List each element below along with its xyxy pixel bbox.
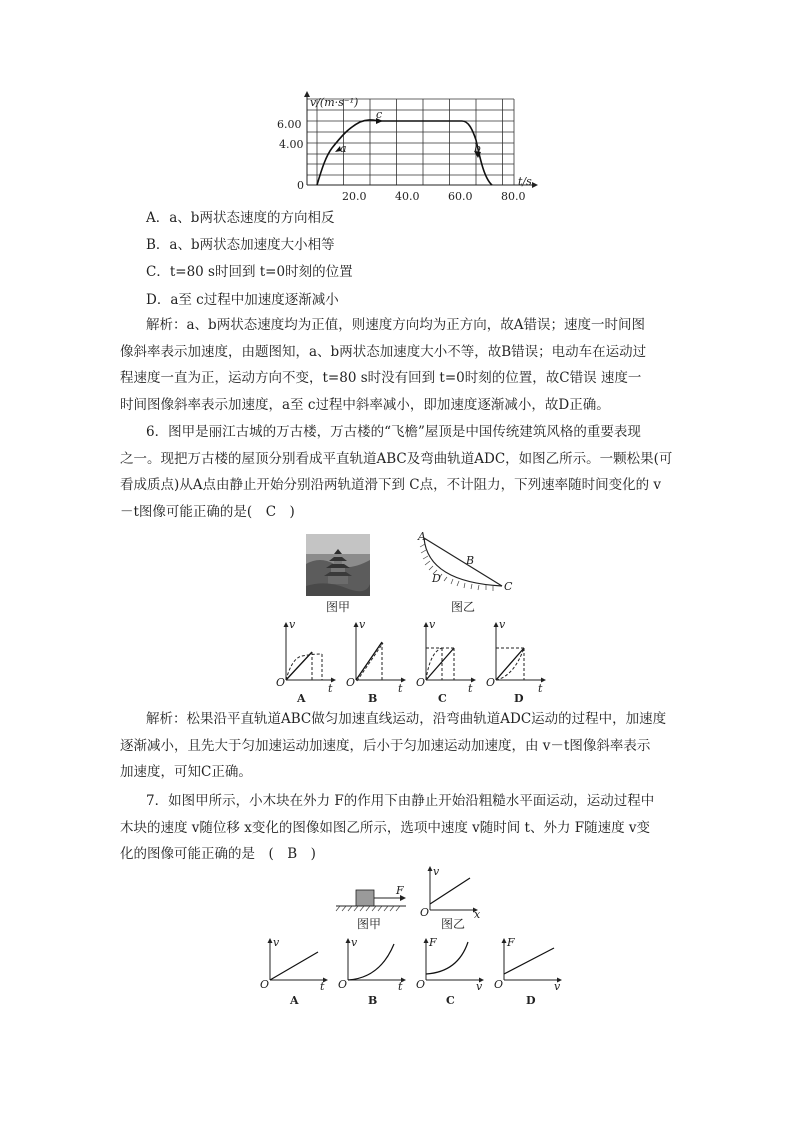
q6b-axis-t: t xyxy=(398,682,403,695)
q7-line: 化的图像可能正确的是 ( B ) xyxy=(120,846,316,863)
q6-choice-c: C xyxy=(438,692,447,704)
q7a-axis-t: t xyxy=(320,980,325,993)
q6-line: －t图像可能正确的是( C ) xyxy=(120,503,295,520)
analysis-q5-line: 解析：a、b两状态速度均为正值，则速度方向均为正方向，故A错误；速度一时间图 xyxy=(146,317,645,333)
q6d-axis-v: v xyxy=(499,618,506,631)
q7-choice-a: A xyxy=(290,994,299,1007)
q6-graph-a xyxy=(276,618,336,704)
q7c-axis-v: v xyxy=(476,980,483,993)
point-A-label: A xyxy=(418,530,426,543)
block-on-surface xyxy=(334,884,414,916)
q7b-origin: O xyxy=(338,978,348,991)
q7c-origin: O xyxy=(416,978,426,991)
caption-fig7-jia: 图甲 xyxy=(357,917,382,931)
caption-fig6-yi: 图乙 xyxy=(451,600,476,614)
q6c-origin: O xyxy=(416,676,426,689)
q7-choice-graphs xyxy=(254,934,570,1008)
q6b-axis-v: v xyxy=(359,618,366,631)
q7b-axis-t: t xyxy=(398,980,403,993)
q6-graph-c xyxy=(416,618,476,704)
q7b-axis-v: v xyxy=(351,936,358,949)
q6a-axis-v: v xyxy=(289,618,296,631)
analysis-q6-line: 加速度，可知C正确。 xyxy=(120,764,252,781)
y-tick-4: 4.00 xyxy=(279,138,304,151)
q7d-axis-v: v xyxy=(554,980,561,993)
q6-choice-d: D xyxy=(514,692,524,704)
vx-graph xyxy=(418,864,482,920)
q6c-axis-t: t xyxy=(468,682,473,695)
force-label: F xyxy=(396,884,404,897)
q6d-axis-t: t xyxy=(538,682,543,695)
vx-origin: O xyxy=(420,906,430,919)
q6-line: 之一。现把万古楼的屋顶分别看成平直轨道ABC及弯曲轨道ADC，如图乙所示。一颗松果(可 xyxy=(120,450,673,467)
q7-graph-c xyxy=(416,936,484,1007)
q6-graph-b xyxy=(346,618,406,704)
top-vt-graph xyxy=(270,88,560,208)
q7c-axis-F: F xyxy=(429,936,437,949)
caption-fig7-yi: 图乙 xyxy=(441,917,466,931)
q6-graph-d xyxy=(486,618,546,704)
option-c: C．t=80 s时回到 t=0时刻的位置 xyxy=(146,264,353,280)
q6-choice-graphs xyxy=(270,618,560,704)
q7-graph-d xyxy=(494,936,562,1007)
q6b-origin: O xyxy=(346,676,356,689)
y-axis-label: v/(m·s⁻¹) xyxy=(310,96,359,109)
vx-axis-x: x xyxy=(474,908,481,920)
q6-choice-b: B xyxy=(368,692,378,704)
y-tick-6: 6.00 xyxy=(277,118,302,131)
q7a-origin: O xyxy=(260,978,270,991)
q6a-axis-t: t xyxy=(328,682,333,695)
x-axis-label: t/s xyxy=(518,175,532,188)
q7-line: 木块的速度 v随位移 x变化的图像如图乙所示，选项中速度 v随时间 t、外力 F随速度 v变 xyxy=(120,819,651,836)
x-tick-40: 40.0 xyxy=(395,190,420,203)
point-D-label: D xyxy=(432,572,441,585)
q6c-axis-v: v xyxy=(429,618,436,631)
q7d-axis-F: F xyxy=(507,936,515,949)
x-tick-20: 20.0 xyxy=(342,190,367,203)
question-6 xyxy=(120,419,676,525)
q7-graph-a xyxy=(260,936,328,1007)
vx-axis-v: v xyxy=(433,865,440,878)
q6-line: 6．图甲是丽江古城的万古楼，万古楼的“飞檐”屋顶是中国传统建筑风格的重要表现 xyxy=(146,424,641,440)
x-tick-80: 80.0 xyxy=(501,190,526,203)
q6d-origin: O xyxy=(486,676,496,689)
pavilion-photo xyxy=(306,534,370,596)
point-b-label: b xyxy=(474,142,482,155)
option-d: D．a至 c过程中加速度逐渐减小 xyxy=(146,292,339,308)
option-b: B．a、b两状态加速度大小相等 xyxy=(146,237,335,253)
analysis-q5-line: 像斜率表示加速度，由题图知，a、b两状态加速度大小不等，故B错误；电动车在运动过 xyxy=(120,343,647,360)
x-tick-60: 60.0 xyxy=(448,190,473,203)
analysis-q5-line: 时间图像斜率表示加速度，a至 c过程中斜率减小，即加速度逐渐减小，故D正确。 xyxy=(120,396,610,413)
q7-choice-c: C xyxy=(446,994,455,1007)
analysis-q6-line: 解析：松果沿平直轨道ABC做匀加速直线运动，沿弯曲轨道ADC运动的过程中，加速度 xyxy=(146,711,667,727)
point-C-label: C xyxy=(504,580,513,593)
caption-fig6-jia: 图甲 xyxy=(326,600,351,614)
q7-line: 7．如图甲所示，小木块在外力 F的作用下由静止开始沿粗糙水平面运动，运动过程中 xyxy=(146,793,655,809)
question-7 xyxy=(120,788,676,868)
q7a-axis-v: v xyxy=(273,936,280,949)
q7-choice-b: B xyxy=(368,994,378,1007)
q7-choice-d: D xyxy=(526,994,536,1007)
track-diagram xyxy=(412,530,522,600)
q6a-origin: O xyxy=(276,676,286,689)
point-c-label: c xyxy=(376,108,383,121)
q6-line: 看成质点)从A点由静止开始分别沿两轨道滑下到 C点，不计阻力，下列速率随时间变化的 v xyxy=(120,477,662,494)
point-B-label: B xyxy=(466,554,475,567)
analysis-q5 xyxy=(120,312,676,418)
option-a: A．a、b两状态速度的方向相反 xyxy=(146,210,335,226)
analysis-q6 xyxy=(120,706,676,786)
q7d-origin: O xyxy=(494,978,504,991)
point-a-label: a xyxy=(340,142,347,155)
analysis-q5-line: 程速度一直为正，运动方向不变，t=80 s时没有回到 t=0时刻的位置，故C错误 速度一 xyxy=(120,370,642,387)
q6-choice-a: A xyxy=(297,692,306,704)
analysis-q6-line: 逐渐减小，且先大于匀加速运动加速度，后小于匀加速运动加速度，由 v－t图像斜率表示 xyxy=(120,737,651,754)
q7-graph-b xyxy=(338,936,406,1007)
y-tick-0: 0 xyxy=(297,179,304,192)
